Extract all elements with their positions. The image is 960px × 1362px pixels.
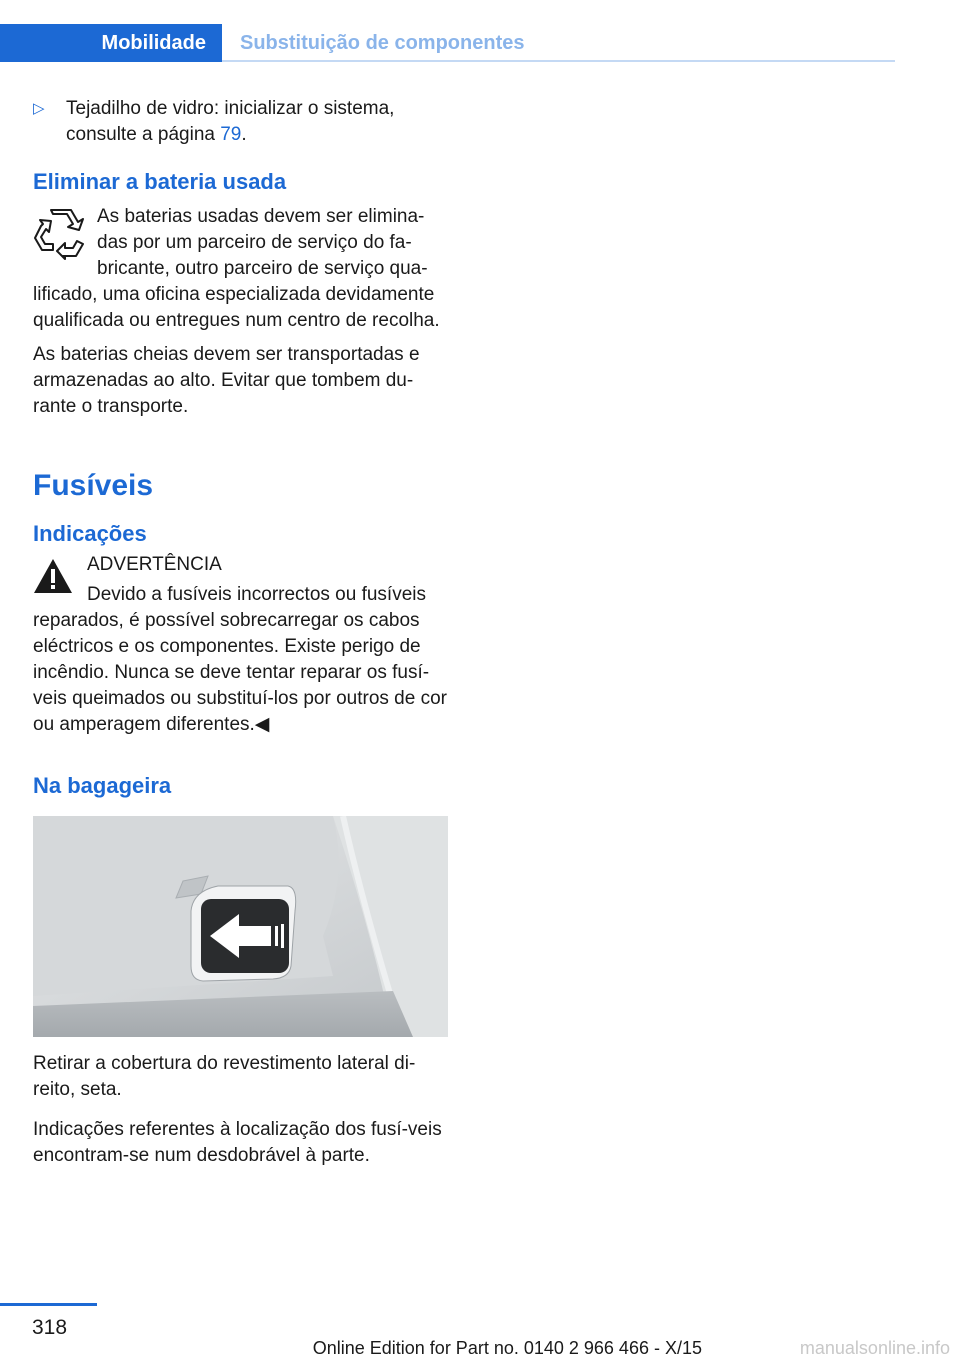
battery-paragraph-2: As baterias cheias devem ser transportadas e armazenadas ao alto. Evitar que tombem du‐rante o transporte. [33, 344, 420, 417]
fuses-heading: Fusíveis [33, 469, 154, 502]
footer-accent-line [0, 1303, 97, 1306]
bullet-text-before: Tejadilho de vidro: inicializar o sistema, consulte a página [66, 98, 395, 145]
warning-block [33, 552, 448, 738]
bullet-text [66, 96, 448, 148]
section-tab[interactable]: Substituição de componentes [240, 31, 525, 54]
warning-triangle-icon [33, 558, 73, 599]
recycle-icon [33, 206, 87, 265]
trunk-photo [33, 816, 448, 1037]
battery-paragraph-1: As baterias usadas devem ser elimina‐das por um parceiro de serviço do fa‐bricante, outro parceiro de serviço qua‐lificado, uma oficina especializada devidamente qualificada ou entregues num centro de recolha. [33, 206, 440, 331]
bullet-text-after: . [241, 124, 247, 145]
list-item [33, 96, 448, 148]
header-divider [222, 60, 895, 62]
edition-note: Online Edition for Part no. 0140 2 966 466 - X/15 [312, 1338, 702, 1358]
battery-heading: Eliminar a bateria usada [33, 169, 287, 194]
photo-caption-1: Retirar a cobertura do revestimento lateral di‐reito, seta. [33, 1053, 416, 1100]
page-header [0, 0, 960, 64]
watermark: manualsonline.info [799, 1338, 950, 1358]
notes-heading: Indicações [33, 521, 147, 546]
main-column [33, 96, 448, 1169]
page-number: 318 [32, 1316, 68, 1339]
trunk-heading: Na bagageira [33, 773, 172, 798]
page-link[interactable]: 79 [220, 124, 242, 145]
warning-text: Devido a fusíveis incorrectos ou fusíveis reparados, é possível sobrecarregar os cabos eléctricos e os componentes. Existe perigo de incêndio. Nunca se deve tentar reparar os fusí‐veis queimados ou substituí-los por outros de cor ou amperagem diferentes.◀ [33, 584, 447, 735]
chapter-tab[interactable]: Mobilidade [0, 24, 222, 62]
battery-block [33, 204, 448, 334]
bullet-marker: ▷ [33, 100, 45, 117]
photo-caption-2: Indicações referentes à localização dos fusí‐veis encontram-se num desdobrável à parte. [33, 1119, 442, 1166]
warning-label: ADVERTÊNCIA [87, 554, 222, 575]
